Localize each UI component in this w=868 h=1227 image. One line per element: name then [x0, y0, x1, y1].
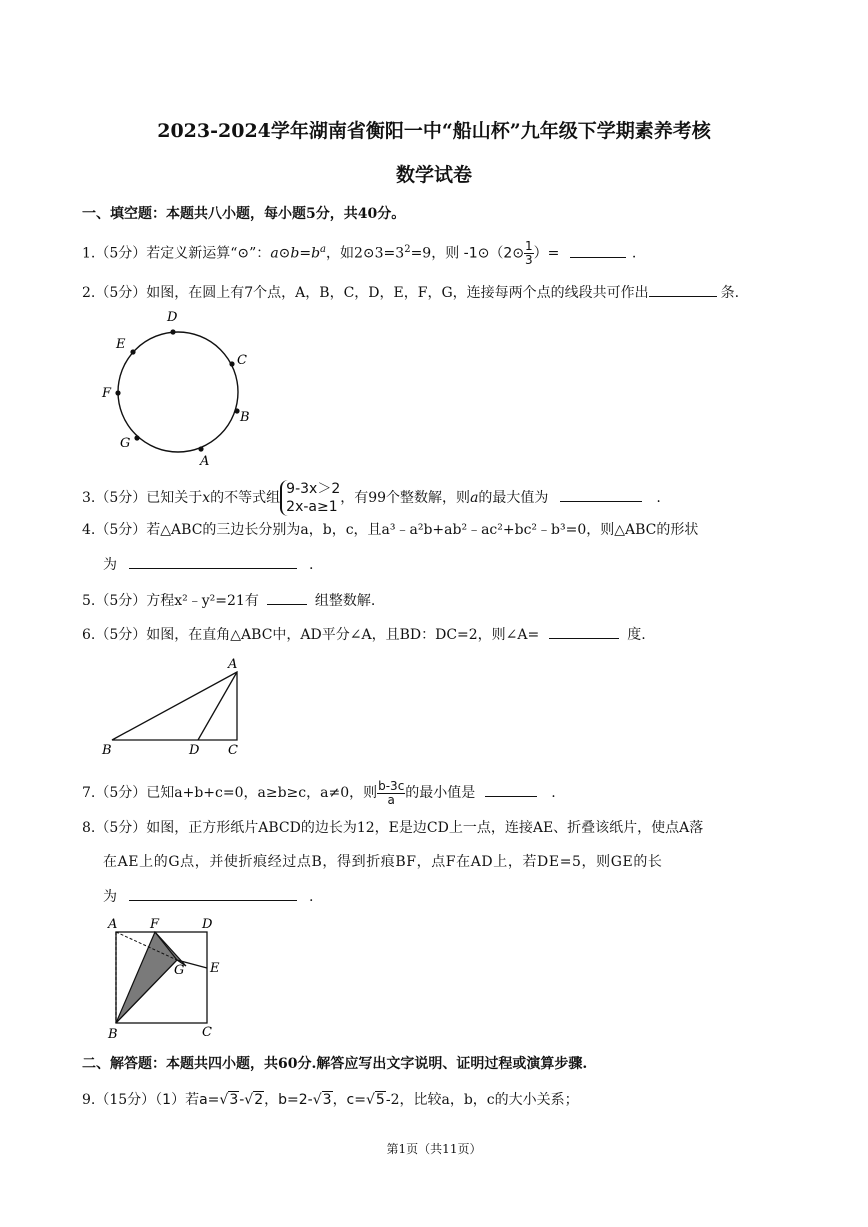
- q3-inequality-2: 2x-a≥1: [286, 499, 338, 515]
- q8-label-e: E: [210, 961, 220, 976]
- q1-text-c: =9，则: [410, 245, 460, 262]
- q8-square-figure: [96, 912, 236, 1044]
- label-g: G: [120, 436, 131, 451]
- q5-end: 组整数解.: [314, 593, 376, 609]
- q6-label-d: D: [189, 743, 200, 758]
- question-2: [82, 282, 739, 303]
- q6-triangle-figure: [96, 652, 256, 762]
- triangle-abc: [112, 672, 237, 740]
- q8-answer-blank[interactable]: [129, 886, 297, 901]
- q6-label-c: C: [228, 743, 238, 758]
- q3-answer-blank[interactable]: [560, 487, 642, 502]
- q6-label-a: A: [228, 657, 238, 672]
- paper-title-line2: 数学试卷: [395, 164, 472, 186]
- q2-number: 2.（5分）: [82, 285, 147, 301]
- q9-part-b: ，b=2-: [264, 1092, 313, 1108]
- q1-definition-exponent: a: [320, 244, 327, 255]
- q9-radicand-5: 5: [375, 1092, 385, 1108]
- q4-number: 4.（5分）: [82, 522, 147, 538]
- q9-sqrt-5: √5: [366, 1092, 385, 1108]
- q5-number: 5.（5分）: [82, 593, 147, 609]
- q1-fraction-numerator: 1: [525, 239, 533, 254]
- q9-radicand-2: 2: [254, 1092, 264, 1108]
- q8-line-3: 为: [103, 889, 117, 905]
- q9-sqrt-3: √3: [219, 1092, 239, 1108]
- q9-part-c-end: -2，比较a，b，c的大小关系；: [385, 1092, 579, 1108]
- q7-text-a: 已知a+b+c=0，a≥b≥c，a≠0，则: [146, 785, 378, 801]
- question-4-line-2: [103, 554, 313, 575]
- question-7: [82, 776, 556, 810]
- question-6: [82, 624, 646, 645]
- q4-answer-blank[interactable]: [129, 554, 297, 569]
- label-d: D: [167, 310, 178, 325]
- q2-answer-blank[interactable]: [649, 282, 717, 297]
- q5-text: 方程x²﹣y²=21有: [146, 593, 259, 609]
- q1-number: 1.（5分）: [82, 245, 147, 262]
- question-4-line-1: [82, 520, 698, 540]
- q6-answer-blank[interactable]: [549, 624, 619, 639]
- q5-answer-blank[interactable]: [267, 590, 307, 605]
- question-9: [82, 1090, 579, 1110]
- q7-fraction-numerator: b-3c: [378, 778, 405, 793]
- section-heading-solutions: 二、解答题：本题共四小题，共60分.解答应写出文字说明、证明过程或演算步骤.: [82, 1056, 588, 1072]
- q9-part-c: ，c=: [332, 1092, 366, 1108]
- q1-fraction: [524, 240, 534, 267]
- q9-part-a: （1）若a=: [155, 1092, 220, 1108]
- point-e: [130, 349, 135, 354]
- question-1: [82, 240, 636, 267]
- q1-text-a: 若定义新运算“⊙”：: [146, 245, 271, 262]
- point-c: [229, 361, 234, 366]
- q6-end: 度.: [627, 627, 646, 643]
- q2-circle-figure: [96, 304, 256, 474]
- q4-text: 若△ABC的三边长分别为a，b，c，且a³﹣a²b+ab²﹣ac²+bc²﹣b³=0，则△ABC的形状: [146, 522, 699, 538]
- q7-answer-blank[interactable]: [485, 782, 537, 797]
- q8-label-d: D: [202, 917, 213, 932]
- q8-line-1: 如图，正方形纸片ABCD的边长为12，E是边CD上一点，连接AE、折叠该纸片，使点A落: [146, 820, 704, 836]
- q1-expression-b: ）=: [533, 245, 560, 262]
- label-b: B: [240, 410, 250, 425]
- point-b: [234, 408, 239, 413]
- q4-end: .: [309, 557, 314, 573]
- q3-end: .: [656, 490, 661, 506]
- q3-number: 3.（5分）: [82, 490, 147, 506]
- label-f: F: [102, 386, 112, 401]
- q7-end: .: [551, 785, 556, 801]
- q7-fraction-denominator: a: [387, 792, 395, 807]
- q3-text-b: 的不等式组: [210, 490, 281, 506]
- q3-inequality-system: [280, 480, 340, 516]
- q1-end: .: [631, 245, 637, 262]
- q8-label-a: A: [108, 917, 118, 932]
- label-e: E: [116, 337, 126, 352]
- q9-sqrt-2: √2: [244, 1092, 264, 1108]
- label-c: C: [237, 353, 247, 368]
- q8-end: .: [309, 889, 314, 905]
- q9-radicand-3: 3: [229, 1092, 239, 1108]
- point-f: [115, 390, 120, 395]
- q2-circle: [118, 332, 238, 452]
- q3-text-a: 已知关于: [146, 490, 203, 506]
- q7-text-b: 的最小值是: [405, 785, 476, 801]
- q8-label-g: G: [174, 963, 185, 978]
- q6-text: 如图，在直角△ABC中，AD平分∠A，且BD：DC=2，则∠A=: [146, 627, 540, 643]
- q8-number: 8.（5分）: [82, 820, 147, 836]
- q8-label-c: C: [202, 1025, 212, 1040]
- q7-fraction: [377, 780, 405, 807]
- q3-text-c: ，有99个整数解，则: [340, 490, 471, 506]
- point-g: [134, 435, 139, 440]
- paper-title-line1: 2023-2024学年湖南省衡阳一中“船山杯”九年级下学期素养考核: [157, 120, 711, 142]
- point-a: [198, 446, 203, 451]
- question-3: [82, 478, 661, 518]
- q4-continuation: 为: [103, 557, 117, 573]
- q6-label-b: B: [102, 743, 112, 758]
- q6-number: 6.（5分）: [82, 627, 147, 643]
- question-8-line-2: [103, 852, 663, 872]
- q2-end: 条.: [720, 285, 740, 301]
- q2-text: 如图，在圆上有7个点，A，B，C，D，E，F，G，连接每两个点的线段共可作出: [146, 285, 649, 301]
- q8-label-b: B: [108, 1027, 118, 1042]
- q3-text-d: 的最大值为: [478, 490, 549, 506]
- q3-variable-a: a: [470, 490, 479, 506]
- q7-number: 7.（5分）: [82, 785, 147, 801]
- q9-minus: -: [239, 1092, 245, 1108]
- q9-number: 9.（15分）: [82, 1092, 156, 1108]
- q9-radicand-3b: 3: [322, 1092, 332, 1108]
- q1-definition: a⊙b=b: [270, 245, 321, 262]
- q1-expression-a: -1⊙（2⊙: [463, 245, 524, 262]
- label-a: A: [200, 454, 210, 469]
- q1-answer-blank[interactable]: [570, 243, 626, 258]
- q8-label-f: F: [150, 917, 160, 932]
- section-heading-fill-blank: 一、填空题：本题共八小题，每小题5分，共40分。: [82, 206, 406, 222]
- page-footer: 第1页（共11页）: [386, 1142, 482, 1156]
- question-8-line-1: [82, 818, 703, 838]
- q1-text-b: ，如2⊙3=3: [326, 245, 405, 262]
- q8-line-2: 在AE上的G点，并使折痕经过点B，得到折痕BF，点F在AD上，若DE=5，则GE的长: [103, 854, 663, 870]
- q1-example-exponent: 2: [404, 244, 411, 255]
- question-8-line-3: [103, 886, 313, 907]
- q3-inequality-1: 9-3x＞2: [286, 481, 341, 497]
- q1-fraction-denominator: 3: [525, 253, 533, 268]
- point-d: [170, 329, 175, 334]
- q3-variable-x: x: [202, 490, 211, 506]
- q9-sqrt-3b: √3: [312, 1092, 332, 1108]
- question-5: [82, 590, 375, 611]
